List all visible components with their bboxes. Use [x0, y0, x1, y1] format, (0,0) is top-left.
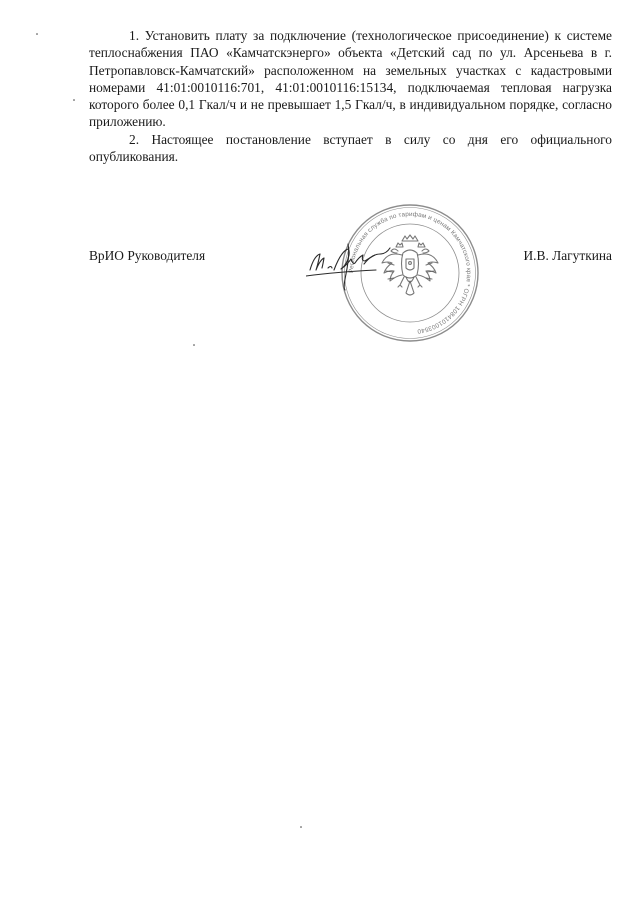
seal-ring-text: Региональная служба по тарифам и ценам Камчатского края * ОГРН 1084101003540: [347, 210, 473, 335]
paragraph-2: 2. Настоящее постановление вступает в силу со дня его официального опубликования.: [89, 131, 612, 165]
scan-speck: [36, 33, 38, 35]
paragraph-1: 1. Установить плату за подключение (технологическое присоединение) к системе теплоснабжения ПАО «Камчатскэнерго» объекта «Детский сад по ул. Арсеньева в г. Петропавловск-Камчатский» расположенном на земельных участках с кадастровыми номерами 41:01:0010116:701, 41:01:0010116:15134, подключаемая тепловая нагрузка которого более 0,1 Гкал/ч и не превышает 1,5 Гкал/ч, в индивидуальном порядке, согласно приложению.: [89, 28, 612, 130]
signatory-role: ВрИО Руководителя: [89, 248, 206, 263]
scan-speck: [300, 826, 302, 828]
signature-block: [89, 248, 612, 268]
scan-speck: [73, 99, 75, 101]
document-body: [89, 27, 612, 165]
signatory-name: И.В. Лагуткина: [523, 248, 612, 263]
scan-speck: [193, 344, 195, 346]
